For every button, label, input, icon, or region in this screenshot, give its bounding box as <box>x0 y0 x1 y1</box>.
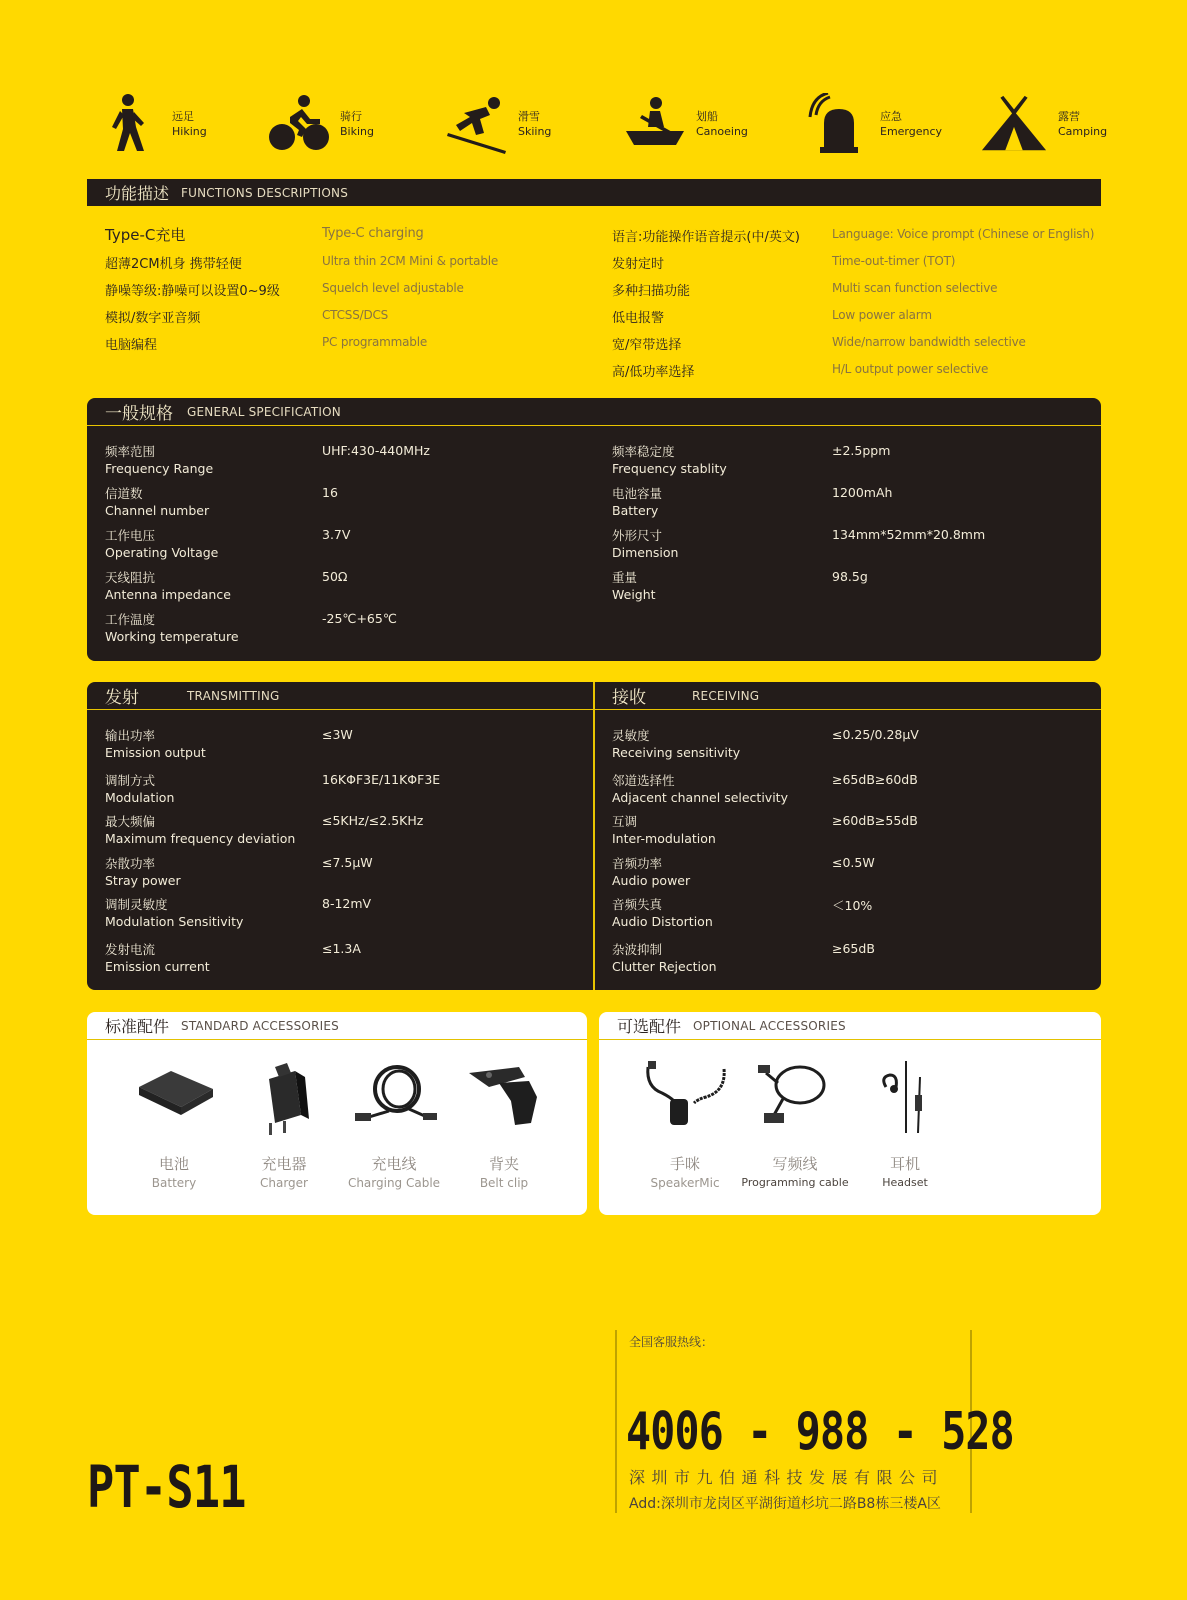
general-spec-header <box>87 398 1101 426</box>
activity-cn: 远足 <box>172 110 194 123</box>
spec-value: ≤0.5W <box>832 855 875 870</box>
spec-value: ≥65dB≥60dB <box>832 772 918 787</box>
battery-icon <box>129 1057 219 1137</box>
hotline-number: 4006 - 988 - 528 <box>626 1402 1014 1462</box>
accessory-cn: 电池 <box>158 1155 189 1173</box>
spec-value: 1200mAh <box>832 485 893 500</box>
spec-value: 98.5g <box>832 569 868 584</box>
accessory-cn: 充电线 <box>371 1155 417 1173</box>
activity-biking <box>268 92 374 156</box>
general-spec-panel <box>87 398 1101 661</box>
function-cn: 电脑编程 <box>105 338 158 353</box>
spec-value: ＜10% <box>832 898 873 913</box>
accessory-en: Charger <box>260 1176 308 1190</box>
tx-title-cn: 发射 <box>105 688 139 708</box>
accessory-cn: 写频线 <box>772 1155 818 1173</box>
belt-clip-icon <box>459 1057 549 1137</box>
spec-value: 16 <box>322 485 338 500</box>
accessory-en: Charging Cable <box>347 1176 441 1190</box>
company-address: Add:深圳市龙岗区平湖街道杉坑二路B8栋三楼A区 <box>629 1496 941 1512</box>
optional-title-en: OPTIONAL ACCESSORIES <box>693 1018 846 1033</box>
spec-label: 工作电压 Operating Voltage <box>105 528 219 560</box>
standard-accessories-header <box>87 1012 587 1040</box>
accessory-speaker-mic <box>630 1057 740 1190</box>
accessory-charging-cable <box>339 1057 449 1190</box>
headset-icon <box>860 1057 950 1137</box>
spec-value: 134mm*52mm*20.8mm <box>832 527 986 542</box>
accessory-en: Battery <box>151 1176 197 1190</box>
function-en: Type-C charging <box>322 226 424 241</box>
speaker-mic-icon <box>640 1057 730 1137</box>
biking-icon <box>268 93 330 155</box>
function-en: PC programmable <box>322 335 428 349</box>
accessory-programming-cable <box>740 1057 850 1189</box>
company-name: 深圳市九伯通科技发展有限公司 <box>629 1468 945 1487</box>
hotline-label: 全国客服热线： <box>629 1335 714 1349</box>
spec-value: ≤3W <box>322 727 353 742</box>
column-divider <box>593 682 595 990</box>
accessory-cn: 耳机 <box>889 1155 920 1173</box>
activity-en: Skiing <box>518 125 552 138</box>
function-en: CTCSS/DCS <box>322 308 389 322</box>
standard-title-en: STANDARD ACCESSORIES <box>181 1018 339 1033</box>
spec-label: 频率稳定度 Frequency stablity <box>612 444 727 476</box>
accessory-cn: 充电器 <box>261 1155 307 1173</box>
spec-label: 邻道选择性 Adjacent channel selectivity <box>612 773 788 805</box>
skiing-icon <box>446 93 508 155</box>
activity-cn: 露营 <box>1058 110 1080 123</box>
optional-title-cn: 可选配件 <box>617 1017 682 1036</box>
spec-label: 灵敏度 Receiving sensitivity <box>612 728 741 760</box>
activity-en: Biking <box>340 125 374 138</box>
standard-accessories-card <box>87 1012 587 1215</box>
function-cn: 模拟/数字亚音频 <box>105 311 201 326</box>
tx-rx-panel <box>87 682 1101 990</box>
rx-title-en: RECEIVING <box>692 688 760 703</box>
spec-value: 3.7V <box>322 527 351 542</box>
functions-title-cn: 功能描述 <box>105 184 170 203</box>
spec-value: ≤5KHz/≤2.5KHz <box>322 813 424 828</box>
activity-cn: 骑行 <box>340 110 362 123</box>
tx-title-en: TRANSMITTING <box>187 688 280 703</box>
accessory-en: Headset <box>882 1176 928 1189</box>
spec-label: 杂散功率 Stray power <box>105 856 181 888</box>
spec-label: 互调 Inter-modulation <box>612 814 716 846</box>
activity-skiing <box>446 92 551 156</box>
spec-value: 50Ω <box>322 569 348 584</box>
function-en: Squelch level adjustable <box>322 281 464 295</box>
spec-label: 调制灵敏度 Modulation Sensitivity <box>105 897 244 929</box>
spec-label: 工作温度 Working temperature <box>105 612 239 644</box>
activity-en: Hiking <box>172 125 207 138</box>
function-en: Time-out-timer (TOT) <box>832 254 956 268</box>
spec-value: -25℃+65℃ <box>322 611 397 626</box>
activity-camping <box>980 92 1107 156</box>
activity-cn: 滑雪 <box>518 110 540 123</box>
spec-label: 发射电流 Emission current <box>105 942 210 974</box>
spec-label: 电池容量 Battery <box>612 486 663 518</box>
spec-value: ±2.5ppm <box>832 443 891 458</box>
spec-value: ≤1.3A <box>322 941 361 956</box>
spec-value: ≤0.25/0.28μV <box>832 727 919 742</box>
general-title-en: GENERAL SPECIFICATION <box>187 404 341 419</box>
footer-divider-left <box>615 1330 617 1513</box>
general-title-cn: 一般规格 <box>105 404 173 424</box>
function-cn: 低电报警 <box>612 311 665 326</box>
functions-title-en: FUNCTIONS DESCRIPTIONS <box>181 185 349 200</box>
function-cn: 发射定时 <box>612 257 665 272</box>
spec-value: UHF:430-440MHz <box>322 443 430 458</box>
function-en: H/L output power selective <box>832 362 989 376</box>
function-en: Wide/narrow bandwidth selective <box>832 335 1026 349</box>
activity-hiking <box>100 92 207 156</box>
accessory-cn: 手咪 <box>669 1155 700 1173</box>
spec-label: 重量 Weight <box>612 570 656 602</box>
activity-canoeing <box>624 92 748 156</box>
function-en: Language: Voice prompt (Chinese or English) <box>832 227 1095 241</box>
spec-value: 16KΦF3E/11KΦF3E <box>322 772 441 787</box>
spec-label: 输出功率 Emission output <box>105 728 206 760</box>
function-en: Low power alarm <box>832 308 932 322</box>
optional-accessories-header <box>599 1012 1101 1040</box>
emergency-light-icon <box>808 93 870 155</box>
spec-label: 调制方式 Modulation <box>105 773 175 805</box>
function-en: Ultra thin 2CM Mini & portable <box>322 254 499 268</box>
function-cn: 多种扫描功能 <box>612 284 691 299</box>
spec-label: 频率范围 Frequency Range <box>105 444 214 476</box>
activity-en: Camping <box>1058 125 1108 138</box>
activity-en: Emergency <box>880 125 943 138</box>
spec-value: ≤7.5μW <box>322 855 373 870</box>
function-cn: 高/低功率选择 <box>612 365 695 380</box>
canoeing-icon <box>624 93 686 155</box>
tent-icon <box>980 93 1048 155</box>
programming-cable-icon <box>750 1057 840 1137</box>
spec-label: 音频失真 Audio Distortion <box>612 897 713 929</box>
function-cn: 超薄2CM机身 携带轻便 <box>105 257 242 272</box>
function-cn: 宽/窄带选择 <box>612 338 682 353</box>
functions-header <box>87 179 1101 206</box>
spec-label: 最大频偏 Maximum frequency deviation <box>105 814 296 846</box>
function-en: Multi scan function selective <box>832 281 998 295</box>
accessory-battery <box>119 1057 229 1190</box>
function-cn: 静噪等级:静噪可以设置0~9级 <box>105 284 280 299</box>
spec-label: 音频功率 Audio power <box>612 856 691 888</box>
accessory-en: Belt clip <box>479 1176 529 1190</box>
spec-label: 外形尺寸 Dimension <box>612 528 679 560</box>
function-cn: 语言:功能操作语音提示(中/英文) <box>612 230 800 245</box>
accessory-en: Programming cable <box>741 1176 849 1189</box>
spec-value: ≥65dB <box>832 941 875 956</box>
rx-title-cn: 接收 <box>612 688 646 708</box>
accessory-cn: 背夹 <box>488 1155 519 1173</box>
accessory-en: SpeakerMic <box>650 1176 720 1190</box>
standard-title-cn: 标准配件 <box>105 1017 170 1036</box>
activity-cn: 应急 <box>880 110 902 123</box>
activity-en: Canoeing <box>696 125 748 138</box>
optional-accessories-card <box>599 1012 1101 1215</box>
cable-icon <box>349 1057 439 1137</box>
accessory-headset <box>850 1057 960 1189</box>
activity-cn: 划船 <box>696 110 718 123</box>
function-cn: Type-C充电 <box>105 226 186 244</box>
spec-label: 信道数 Channel number <box>105 486 210 518</box>
activity-emergency <box>808 92 942 156</box>
charger-icon <box>239 1057 329 1137</box>
accessory-charger <box>229 1057 339 1190</box>
hiking-icon <box>100 93 162 155</box>
spec-value: 8-12mV <box>322 896 372 911</box>
spec-label: 天线阻抗 Antenna impedance <box>105 570 231 602</box>
model-name: PT-S11 <box>87 1453 246 1521</box>
spec-value: ≥60dB≥55dB <box>832 813 918 828</box>
accessory-belt-clip <box>449 1057 559 1190</box>
spec-label: 杂波抑制 Clutter Rejection <box>612 942 717 974</box>
